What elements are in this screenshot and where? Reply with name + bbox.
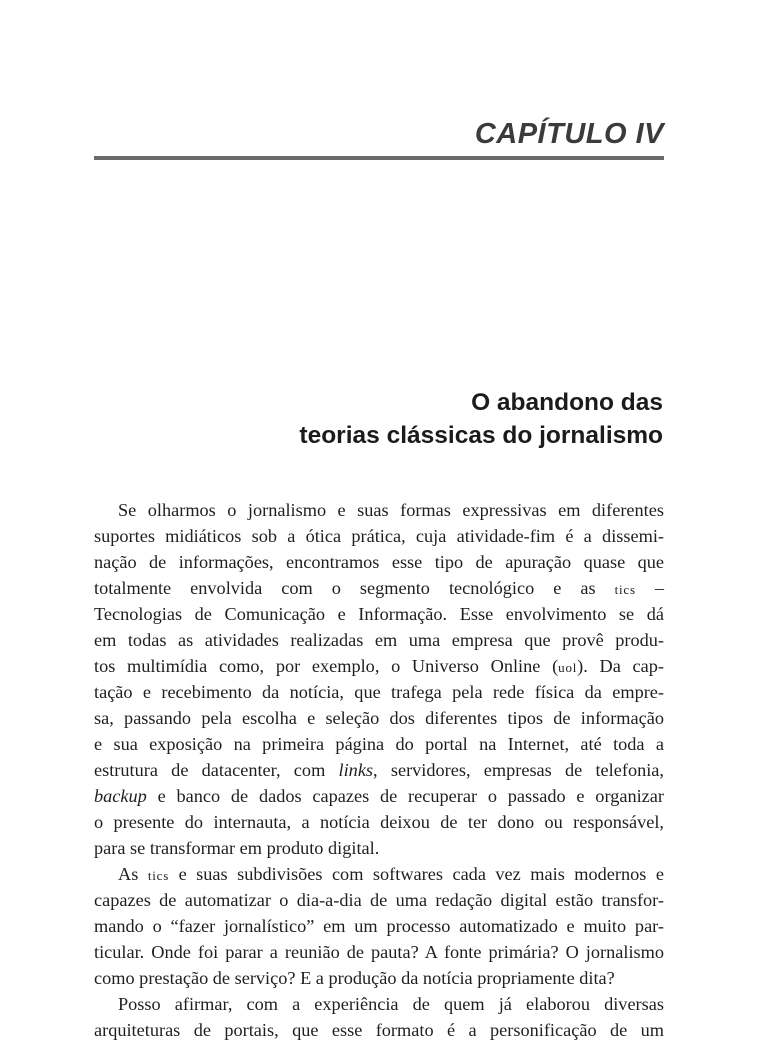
text-run: sa, passando pela escolha e seleção dos diferentes tipos de informação [94,708,664,728]
small-caps-acronym: tics [614,582,636,597]
text-run: capazes de automatizar o dia-a-dia de uma redação digital estão transfor- [94,890,664,910]
text-run: Tecnologias de Comunicação e Informação. Esse envolvimento se dá [94,604,664,624]
text-run: tos multimídia como, por exemplo, o Universo Online ( [94,656,559,676]
text-run: para se transformar em produto digital. [94,838,380,858]
text-run: estrutura de datacenter, com [94,760,339,780]
section-title [63,386,663,452]
text-run: ticular. Onde foi parar a reunião de pauta? A fonte primária? O jornalismo [94,942,664,962]
text-run: e banco de dados capazes de recuperar o passado e organizar [146,786,664,806]
text-run: e sua exposição na primeira página do portal na Internet, até toda a [94,734,664,754]
text-run: , servidores, empresas de telefonia, [373,760,664,780]
body-line [94,939,664,965]
section-title-line-2: teorias clássicas do jornalismo [299,422,663,449]
section-title-line-1: O abandono das [471,389,663,416]
body-line [94,601,664,627]
chapter-divider [94,156,664,160]
text-run: como prestação de serviço? E a produção da notícia propriamente dita? [94,968,615,988]
body-line [94,575,664,601]
body-line [94,887,664,913]
text-run: Se olharmos o jornalismo e suas formas expressivas em diferentes [118,500,664,520]
text-run: o presente do internauta, a notícia deixou de ter dono ou responsável, [94,812,664,832]
body-line [94,913,664,939]
text-run: mando o “fazer jornalístico” em um processo automatizado e muito par- [94,916,664,936]
text-run: nação de informações, encontramos esse tipo de apuração quase que [94,552,664,572]
body-line [94,523,664,549]
text-run: suportes midiáticos sob a ótica prática, cuja atividade-fim é a dissemi- [94,526,664,546]
body-line [94,809,664,835]
text-run: Posso afirmar, com a experiência de quem já elaborou diversas [118,994,664,1014]
body-line [94,991,664,1017]
body-line [94,783,664,809]
text-run: arquiteturas de portais, que esse formato é a personificação de um [94,1020,664,1040]
text-run: tação e recebimento da notícia, que trafega pela rede física da empre- [94,682,664,702]
body-line [94,757,664,783]
body-line [94,861,664,887]
small-caps-acronym: tics [147,868,170,883]
chapter-label: CAPÍTULO IV [474,118,664,150]
text-run: ). Da cap- [577,656,664,676]
body-line [94,653,664,679]
body-line [94,627,664,653]
text-run: – [635,578,664,598]
italic-term: backup [94,786,147,806]
text-run: totalmente envolvida com o segmento tecnológico e as [94,578,615,598]
text-run: em todas as atividades realizadas em uma empresa que provê produ- [94,630,664,650]
text-run: As [118,864,148,884]
body-line [94,497,664,523]
body-line [94,679,664,705]
body-line [94,835,664,861]
body-line [94,705,664,731]
body-line [94,965,664,991]
body-line [94,1017,664,1043]
italic-term: links [338,760,374,780]
body-line [94,549,664,575]
body-line [94,731,664,757]
body-text [94,497,664,1043]
small-caps-acronym: uol [558,660,578,675]
text-run: e suas subdivisões com softwares cada vez mais modernos e [169,864,664,884]
